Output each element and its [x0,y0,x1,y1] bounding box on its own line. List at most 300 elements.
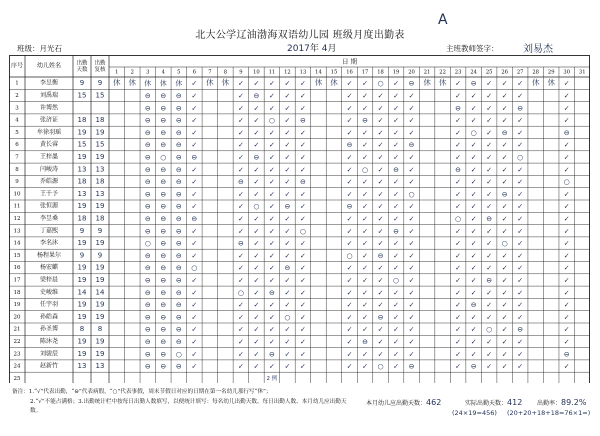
sick-leave-mark: ⊖ [175,214,182,223]
present-check: ✓ [284,325,291,334]
present-check: ✓ [346,350,353,359]
present-check: ✓ [284,337,291,346]
present-check: ✓ [346,227,353,236]
present-check: ✓ [346,190,353,199]
sick-leave-mark: ⊖ [144,288,151,297]
present-check: ✓ [563,276,570,285]
present-check: ✓ [300,301,306,310]
student-name: 李昱桑 [39,214,59,222]
attendance-grid [9,55,590,383]
row-no: 19 [13,302,21,309]
present-check: ✓ [284,116,291,125]
day-number: 18 [377,69,384,76]
present-check: ✓ [455,153,462,162]
present-check: ✓ [470,337,477,346]
present-check: ✓ [501,141,508,150]
present-check: ✓ [268,202,275,211]
present-check: ✓ [346,264,353,273]
present-check: ✓ [284,141,291,150]
present-check: ✓ [501,153,508,162]
row-no: 6 [15,142,19,149]
present-check: ✓ [300,153,306,162]
present-check: ✓ [501,325,508,334]
present-check: ✓ [486,227,493,236]
required-days: 18 [77,214,87,223]
present-check: ✓ [346,116,353,125]
present-check: ✓ [268,165,275,174]
present-check: ✓ [237,362,244,371]
present-check: ✓ [191,362,198,371]
present-check: ✓ [377,288,384,297]
sick-leave-mark: ⊖ [160,350,167,359]
present-check: ✓ [284,79,291,88]
sick-leave-mark: ⊖ [160,288,167,297]
present-check: ✓ [268,91,275,100]
actual-days: 19 [95,263,105,272]
present-check: ✓ [563,202,570,211]
present-check: ✓ [237,153,244,162]
present-check: ✓ [501,362,508,371]
required-days: 8 [79,325,85,334]
day-number: 4 [161,69,165,76]
rest-mark: 休 [175,79,183,88]
sick-leave-mark: ⊖ [144,91,151,100]
student-name: 王梓墨 [39,153,59,161]
personal-leave-mark: ○ [268,116,275,125]
present-check: ✓ [486,251,493,260]
present-check: ✓ [268,325,275,334]
present-check: ✓ [486,362,493,371]
stat-rate [537,398,586,407]
day-number: 6 [192,69,196,76]
present-check: ✓ [377,141,384,150]
present-check: ✓ [377,301,384,310]
personal-leave-mark: ○ [284,313,291,322]
actual-days: 9 [97,251,103,260]
present-check: ✓ [253,313,260,322]
personal-leave-mark: ○ [253,202,260,211]
required-days: 13 [77,165,87,174]
present-check: ✓ [408,264,415,273]
present-check: ✓ [455,239,462,248]
day-number: 15 [330,69,338,76]
required-days: 19 [77,300,87,309]
present-check: ✓ [470,178,477,187]
present-check: ✓ [486,116,493,125]
present-check: ✓ [300,79,306,88]
present-check: ✓ [191,313,198,322]
present-check: ✓ [501,313,508,322]
personal-leave-mark: ○ [191,264,198,273]
col-header-name: 幼儿姓名 [36,62,62,70]
rest-mark: 休 [547,78,555,88]
present-check: ✓ [408,239,415,248]
present-check: ✓ [563,214,570,223]
present-check: ✓ [300,337,306,346]
present-check: ✓ [517,264,524,273]
present-check: ✓ [377,128,384,137]
present-check: ✓ [284,165,291,174]
stat-actual-label: 实际出勤天数： [465,400,508,407]
sick-leave-mark: ⊖ [346,202,353,211]
sick-leave-mark: ⊖ [563,350,570,359]
present-check: ✓ [486,128,493,137]
present-check: ✓ [377,239,384,248]
present-check: ✓ [408,91,415,100]
present-check: ✓ [393,104,399,113]
present-check: ✓ [191,141,198,150]
present-check: ✓ [237,337,244,346]
personal-leave-mark: ○ [408,190,415,199]
student-name: 张恒源 [39,202,59,210]
present-check: ✓ [346,128,353,137]
row-no: 1 [15,80,19,87]
day-number: 1 [115,69,119,76]
present-check: ✓ [486,91,493,100]
present-check: ✓ [346,276,353,285]
row-no: 12 [13,215,21,222]
present-check: ✓ [563,79,570,88]
day-number: 30 [563,69,571,76]
present-check: ✓ [563,362,570,371]
present-check: ✓ [253,79,260,88]
present-check: ✓ [377,276,384,285]
row-no: 25 [13,375,21,382]
present-check: ✓ [268,128,275,137]
present-check: ✓ [563,165,570,174]
present-check: ✓ [346,153,353,162]
sick-leave-mark: ⊖ [377,251,384,260]
required-days: 13 [77,362,87,371]
present-check: ✓ [284,350,291,359]
present-check: ✓ [393,91,399,100]
present-check: ✓ [517,165,524,174]
present-check: ✓ [563,239,570,248]
present-check: ✓ [300,264,306,273]
sick-leave-mark: ⊖ [160,301,167,310]
present-check: ✓ [517,128,524,137]
present-check: ✓ [237,202,244,211]
present-check: ✓ [517,214,524,223]
present-check: ✓ [393,178,399,187]
present-check: ✓ [393,239,399,248]
present-check: ✓ [191,165,198,174]
day-number: 28 [532,69,539,76]
present-check: ✓ [455,337,462,346]
present-check: ✓ [346,288,353,297]
present-check: ✓ [455,128,462,137]
teacher-signature: 刘易杰 [523,44,553,55]
personal-leave-mark: ○ [517,153,524,162]
present-check: ✓ [470,190,477,199]
rest-mark: 休 [144,79,152,88]
sick-leave-mark: ⊖ [160,104,167,113]
present-check: ✓ [237,141,244,150]
present-check: ✓ [563,153,570,162]
present-check: ✓ [517,362,524,371]
actual-days: 9 [97,79,103,88]
present-check: ✓ [300,350,306,359]
month-value: 4 [321,44,328,54]
present-check: ✓ [377,227,384,236]
rest-mark: 休 [314,78,323,88]
present-check: ✓ [486,202,493,211]
present-check: ✓ [470,264,477,273]
present-check: ✓ [501,301,508,310]
sick-leave-mark: ⊖ [144,153,151,162]
present-check: ✓ [268,362,275,371]
sick-leave-mark: ⊖ [175,141,182,150]
sick-leave-mark: ⊖ [253,153,260,162]
sick-leave-mark: ⊖ [175,288,182,297]
present-check: ✓ [237,313,244,322]
present-check: ✓ [517,91,524,100]
sick-leave-mark: ⊖ [408,79,415,88]
sick-leave-mark: ⊖ [175,313,182,322]
present-check: ✓ [408,227,415,236]
personal-leave-mark: ○ [237,288,244,297]
present-check: ✓ [284,104,291,113]
row-no: 15 [13,252,21,259]
sick-leave-mark: ⊖ [175,276,182,285]
present-check: ✓ [408,178,415,187]
present-check: ✓ [470,116,477,125]
present-check: ✓ [362,128,368,137]
col-header-required-2: 天数 [76,67,88,74]
sick-leave-mark: ⊖ [175,239,182,248]
present-check: ✓ [486,264,493,273]
day-number: 12 [284,69,291,76]
present-check: ✓ [237,190,244,199]
present-check: ✓ [501,104,508,113]
present-check: ✓ [362,79,368,88]
present-check: ✓ [253,264,260,273]
present-check: ✓ [486,350,493,359]
present-check: ✓ [470,214,477,223]
sick-leave-mark: ⊖ [144,350,151,359]
present-check: ✓ [362,202,368,211]
present-check: ✓ [486,165,493,174]
student-name: 王千予 [39,190,59,198]
day-number: 11 [268,69,276,76]
present-check: ✓ [393,202,399,211]
sick-leave-mark: ⊖ [393,165,399,174]
actual-days: 18 [95,116,105,125]
student-name: 乔皓源 [39,178,59,186]
present-check: ✓ [470,239,477,248]
present-check: ✓ [470,202,477,211]
present-check: ✓ [455,190,462,199]
sick-leave-mark: ⊖ [175,325,182,334]
footnote-2: 2.“√”不能占满格；3.出勤统计栏中按每日出勤人数填写，以便统计填写：每名幼儿出勤天数、每日出勤人数、本月幼儿应出勤天数。 [30,398,347,414]
required-days: 19 [77,312,87,321]
present-check: ✓ [284,91,291,100]
row-no: 8 [15,166,19,173]
page-title: 北大公学辽油渤海双语幼儿园 班级月度出勤表 [195,30,405,41]
year-suffix: 年 [309,44,319,54]
present-check: ✓ [486,153,493,162]
day-number: 17 [361,69,369,76]
sick-leave-mark: ⊖ [160,239,167,248]
sick-leave-mark: ⊖ [175,165,182,174]
sick-leave-mark: ⊖ [144,264,151,273]
actual-days: 8 [97,325,103,334]
present-check: ✓ [253,227,260,236]
sick-leave-mark: ⊖ [563,128,570,137]
present-check: ✓ [237,165,244,174]
required-days: 19 [77,349,87,358]
day-number: 26 [501,69,508,76]
present-check: ✓ [377,91,384,100]
required-days: 19 [77,337,87,346]
present-check: ✓ [408,325,415,334]
year-value: 2017 [287,44,310,54]
required-days: 9 [79,226,85,235]
present-check: ✓ [501,91,508,100]
student-name: 孙圣博 [39,325,59,333]
sick-leave-mark: ⊖ [253,91,260,100]
present-check: ✓ [377,264,384,273]
actual-days: 19 [95,349,105,358]
present-check: ✓ [393,350,399,359]
sick-leave-mark: ⊖ [362,337,368,346]
sick-leave-mark: ⊖ [393,227,399,236]
class-label: 班级：月光石 [17,44,62,53]
present-check: ✓ [486,104,493,113]
sick-leave-mark: ⊖ [455,104,462,113]
present-check: ✓ [501,264,508,273]
present-check: ✓ [346,214,353,223]
present-check: ✓ [300,239,306,248]
present-check: ✓ [455,362,462,371]
present-check: ✓ [253,301,260,310]
required-days: 19 [77,239,87,248]
sick-leave-mark: ⊖ [517,325,524,334]
sick-leave-mark: ⊖ [501,190,508,199]
present-check: ✓ [486,178,493,187]
row-no: 16 [13,265,21,272]
sick-leave-mark: ⊖ [144,276,151,285]
row-no: 20 [13,314,21,321]
present-check: ✓ [253,325,260,334]
present-check: ✓ [455,202,462,211]
present-check: ✓ [517,288,524,297]
student-name: 张济证 [39,116,59,124]
student-name: 梁梓晨 [39,276,59,284]
present-check: ✓ [284,239,291,248]
student-name: 陈沐尧 [39,337,59,345]
present-check: ✓ [517,202,524,211]
present-check: ✓ [268,301,275,310]
row-no: 13 [13,228,21,235]
present-check: ✓ [362,190,368,199]
calc-left: (24×19=456) [452,409,497,417]
actual-days: 19 [95,337,105,346]
required-days: 9 [79,79,85,88]
sick-leave-mark: ⊖ [175,251,182,260]
present-check: ✓ [408,276,415,285]
present-check: ✓ [191,301,198,310]
present-check: ✓ [362,350,368,359]
present-check: ✓ [517,276,524,285]
present-check: ✓ [237,128,244,137]
present-check: ✓ [253,165,260,174]
present-check: ✓ [284,362,291,371]
sick-leave-mark: ⊖ [284,202,291,211]
row-no: 14 [13,240,21,247]
present-check: ✓ [300,251,306,260]
row-no: 7 [15,154,19,161]
row-no: 23 [13,351,21,358]
present-check: ✓ [393,325,399,334]
present-check: ✓ [393,116,399,125]
present-check: ✓ [408,165,415,174]
required-days: 18 [77,177,87,186]
present-check: ✓ [362,251,368,260]
day-number: 22 [439,69,446,76]
sick-leave-mark: ⊖ [160,227,167,236]
present-check: ✓ [377,165,384,174]
present-check: ✓ [408,128,415,137]
month-suffix: 月 [327,44,337,54]
present-check: ✓ [470,313,477,322]
day-number: 16 [346,69,353,76]
present-check: ✓ [501,79,508,88]
present-check: ✓ [253,350,260,359]
present-check: ✓ [517,178,524,187]
present-check: ✓ [268,104,275,113]
present-check: ✓ [408,288,415,297]
present-check: ✓ [268,276,275,285]
present-check: ✓ [563,301,570,310]
required-days: 18 [77,116,87,125]
sick-leave-mark: ⊖ [175,116,182,125]
present-check: ✓ [470,165,477,174]
present-check: ✓ [253,337,260,346]
student-name: 杨宏麒 [39,264,59,272]
present-check: ✓ [393,153,399,162]
present-check: ✓ [253,190,260,199]
actual-days: 19 [95,202,105,211]
present-check: ✓ [455,301,462,310]
student-name: 许博然 [39,104,59,112]
day-number: 27 [516,69,524,76]
present-check: ✓ [237,251,244,260]
sick-leave-mark: ⊖ [160,325,167,334]
present-check: ✓ [501,251,508,260]
present-check: ✓ [393,288,399,297]
sick-leave-mark: ⊖ [144,251,151,260]
present-check: ✓ [517,337,524,346]
actual-days: 15 [95,91,105,100]
present-check: ✓ [191,227,198,236]
sick-leave-mark: ⊖ [175,128,182,137]
present-check: ✓ [362,91,368,100]
present-check: ✓ [501,178,508,187]
rest-mark: 休 [128,78,137,88]
present-check: ✓ [501,227,508,236]
personal-leave-mark: ○ [377,362,384,371]
present-check: ✓ [393,128,399,137]
present-check: ✓ [191,202,198,211]
present-check: ✓ [455,227,462,236]
stat-required-label: 本月幼儿应出勤天数： [366,400,427,407]
sick-leave-mark: ⊖ [268,288,275,297]
present-check: ✓ [237,214,244,223]
present-check: ✓ [517,301,524,310]
day-number: 29 [547,69,555,76]
present-check: ✓ [393,313,399,322]
